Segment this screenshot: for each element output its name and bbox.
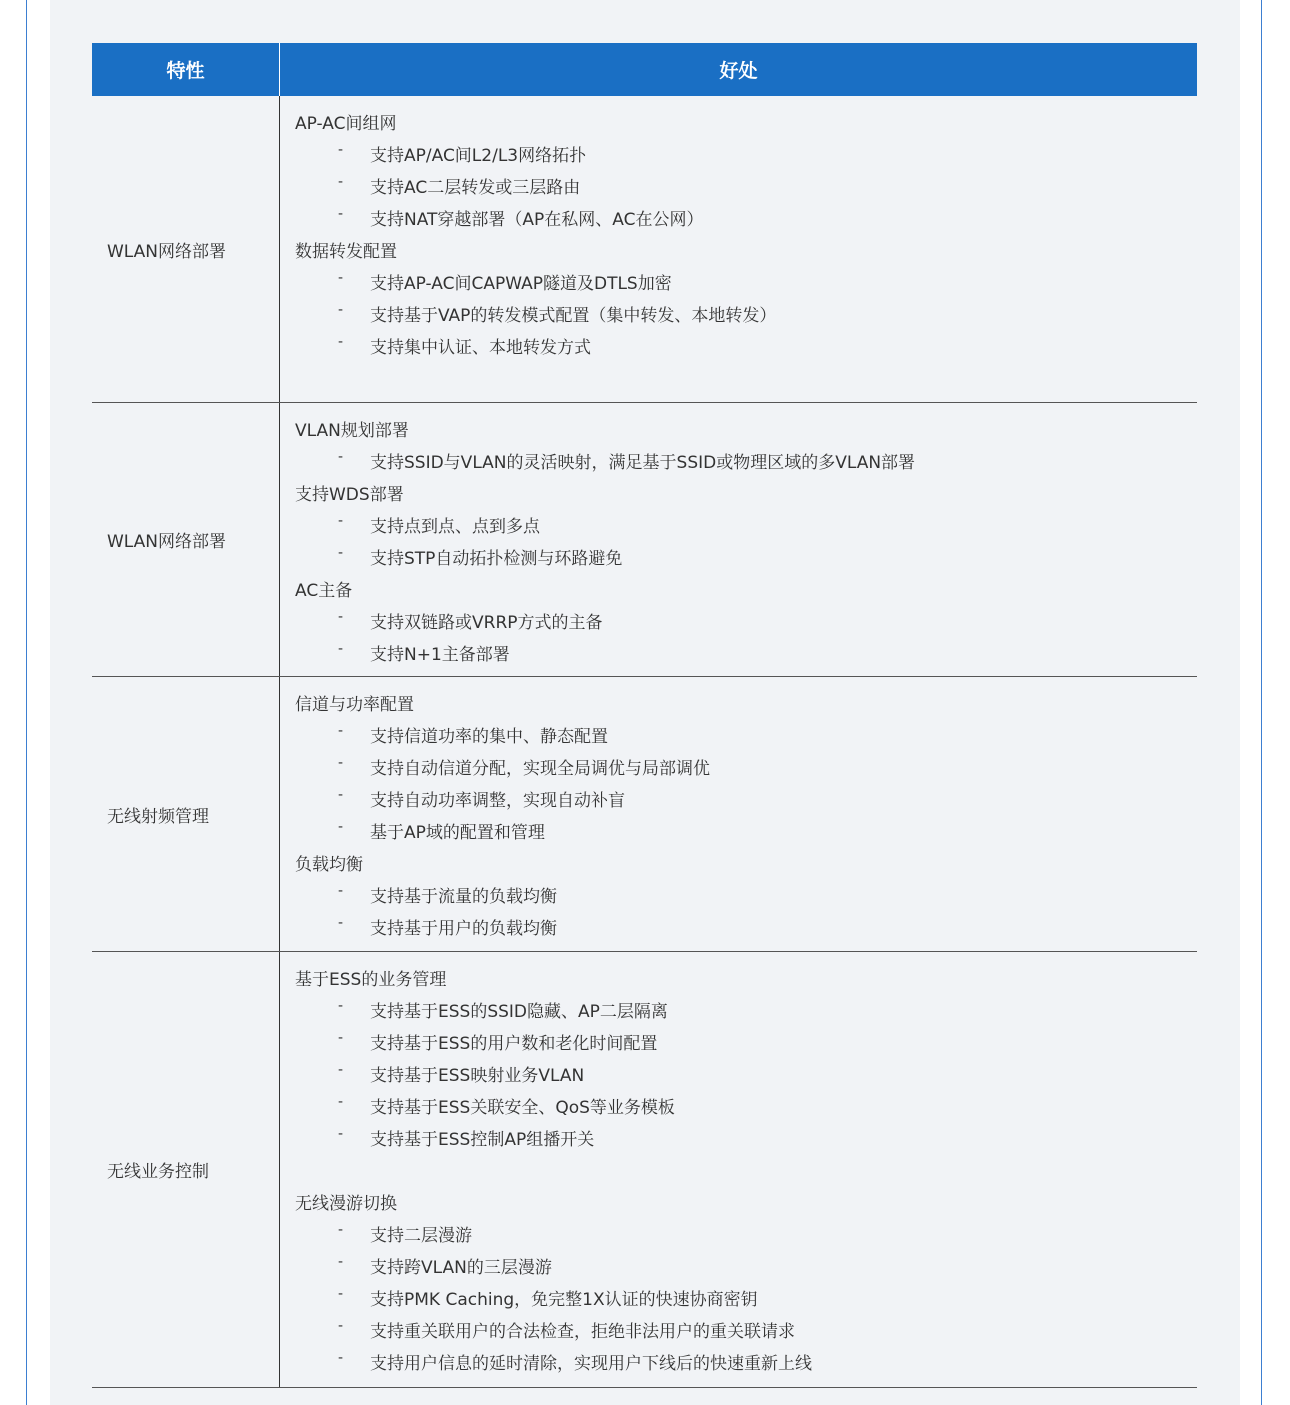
benefit-item-text: 支持AC二层转发或三层路由 <box>370 178 581 198</box>
dash-bullet: - <box>338 1222 344 1238</box>
benefit-group-title: 支持WDS部署 <box>295 485 404 505</box>
dash-bullet: - <box>338 1318 344 1334</box>
spacer <box>295 1156 1197 1188</box>
dash-bullet: - <box>338 723 344 739</box>
benefit-cell <box>280 96 1197 402</box>
benefit-item-text: 支持AP-AC间CAPWAP隧道及DTLS加密 <box>370 274 672 294</box>
table-row <box>92 96 1197 403</box>
benefit-item-text: 支持双链路或VRRP方式的主备 <box>370 613 603 633</box>
benefit-item <box>295 1028 1197 1060</box>
benefit-group-title: 无线漫游切换 <box>295 1194 397 1214</box>
dash-bullet: - <box>338 545 344 561</box>
benefit-item <box>295 1092 1197 1124</box>
benefit-item <box>295 300 1197 332</box>
benefit-item-text: 支持基于ESS控制AP组播开关 <box>370 1130 595 1150</box>
dash-bullet: - <box>338 513 344 529</box>
dash-bullet: - <box>338 270 344 286</box>
table-row <box>92 952 1197 1388</box>
feature-cell: 无线业务控制 <box>92 952 280 1387</box>
benefit-item-text: 支持PMK Caching，免完整1X认证的快速协商密钥 <box>370 1290 758 1310</box>
benefit-group-title: AC主备 <box>295 581 353 601</box>
benefit-cell <box>280 952 1197 1387</box>
benefit-item <box>295 1124 1197 1156</box>
dash-bullet: - <box>338 302 344 318</box>
table-body <box>92 96 1197 1388</box>
spacer <box>295 364 1197 396</box>
benefit-item-text: 支持点到点、点到多点 <box>370 517 540 537</box>
benefit-item <box>295 140 1197 172</box>
benefit-group-title: 数据转发配置 <box>295 242 397 262</box>
dash-bullet: - <box>338 787 344 803</box>
dash-bullet: - <box>338 334 344 350</box>
benefit-cell <box>280 677 1197 951</box>
benefit-item-text: 支持SSID与VLAN的灵活映射，满足基于SSID或物理区域的多VLAN部署 <box>370 453 916 473</box>
benefit-cell <box>280 403 1197 676</box>
benefit-item-text: 支持二层漫游 <box>370 1226 472 1246</box>
dash-bullet: - <box>338 1254 344 1270</box>
benefit-group-title: 基于ESS的业务管理 <box>295 970 447 990</box>
dash-bullet: - <box>338 1350 344 1366</box>
feature-table <box>92 43 1197 1388</box>
benefit-item-text: 支持用户信息的延时清除，实现用户下线后的快速重新上线 <box>370 1354 812 1374</box>
benefit-item <box>295 204 1197 236</box>
benefit-item <box>295 913 1197 945</box>
dash-bullet: - <box>338 819 344 835</box>
dash-bullet: - <box>338 174 344 190</box>
benefit-item <box>295 332 1197 364</box>
dash-bullet: - <box>338 206 344 222</box>
benefit-item <box>295 172 1197 204</box>
benefit-group-title: 负载均衡 <box>295 855 363 875</box>
dash-bullet: - <box>338 449 344 465</box>
benefit-item <box>295 543 1197 575</box>
benefit-item <box>295 607 1197 639</box>
header-feature: 特性 <box>92 43 280 96</box>
dash-bullet: - <box>338 883 344 899</box>
benefit-item-text: 支持基于VAP的转发模式配置（集中转发、本地转发） <box>370 306 777 326</box>
benefit-item-text: 支持NAT穿越部署（AP在私网、AC在公网） <box>370 210 704 230</box>
table-header <box>92 43 1197 96</box>
dash-bullet: - <box>338 142 344 158</box>
benefit-item-text: 支持集中认证、本地转发方式 <box>370 338 591 358</box>
benefit-item <box>295 639 1197 671</box>
feature-cell: 无线射频管理 <box>92 677 280 951</box>
dash-bullet: - <box>338 915 344 931</box>
benefit-item-text: 支持自动功率调整，实现自动补盲 <box>370 791 625 811</box>
benefit-item <box>295 1252 1197 1284</box>
table-row <box>92 403 1197 677</box>
benefit-item <box>295 447 1197 479</box>
dash-bullet: - <box>338 1126 344 1142</box>
dash-bullet: - <box>338 1286 344 1302</box>
benefit-item <box>295 996 1197 1028</box>
benefit-item-text: 支持N+1主备部署 <box>370 645 510 665</box>
benefit-item <box>295 785 1197 817</box>
dash-bullet: - <box>338 1094 344 1110</box>
benefit-item-text: 支持自动信道分配，实现全局调优与局部调优 <box>370 759 710 779</box>
benefit-item <box>295 753 1197 785</box>
benefit-item <box>295 881 1197 913</box>
benefit-item <box>295 721 1197 753</box>
dash-bullet: - <box>338 1030 344 1046</box>
benefit-item-text: 支持信道功率的集中、静态配置 <box>370 727 608 747</box>
dash-bullet: - <box>338 641 344 657</box>
feature-cell: WLAN网络部署 <box>92 96 280 402</box>
benefit-item-text: 支持基于ESS关联安全、QoS等业务模板 <box>370 1098 675 1118</box>
benefit-item-text: 支持基于用户的负载均衡 <box>370 919 557 939</box>
benefit-item <box>295 1284 1197 1316</box>
benefit-item <box>295 1060 1197 1092</box>
benefit-item <box>295 268 1197 300</box>
dash-bullet: - <box>338 755 344 771</box>
benefit-item-text: 支持AP/AC间L2/L3网络拓扑 <box>370 146 587 166</box>
benefit-group-title: VLAN规划部署 <box>295 421 409 441</box>
benefit-item-text: 支持跨VLAN的三层漫游 <box>370 1258 552 1278</box>
benefit-item <box>295 1316 1197 1348</box>
benefit-item <box>295 511 1197 543</box>
benefit-item <box>295 1220 1197 1252</box>
benefit-item <box>295 1348 1197 1380</box>
table-row <box>92 677 1197 952</box>
benefit-item-text: 基于AP域的配置和管理 <box>370 823 545 843</box>
dash-bullet: - <box>338 609 344 625</box>
benefit-item-text: 支持基于ESS映射业务VLAN <box>370 1066 585 1086</box>
header-benefit: 好处 <box>719 60 758 82</box>
benefit-item <box>295 817 1197 849</box>
dash-bullet: - <box>338 1062 344 1078</box>
benefit-item-text: 支持基于ESS的用户数和老化时间配置 <box>370 1034 658 1054</box>
benefit-group-title: 信道与功率配置 <box>295 695 414 715</box>
dash-bullet: - <box>338 998 344 1014</box>
benefit-item-text: 支持基于ESS的SSID隐藏、AP二层隔离 <box>370 1002 668 1022</box>
benefit-item-text: 支持STP自动拓扑检测与环路避免 <box>370 549 623 569</box>
benefit-group-title: AP-AC间组网 <box>295 114 397 134</box>
feature-cell: WLAN网络部署 <box>92 403 280 676</box>
benefit-item-text: 支持基于流量的负载均衡 <box>370 887 557 907</box>
benefit-item-text: 支持重关联用户的合法检查，拒绝非法用户的重关联请求 <box>370 1322 795 1342</box>
